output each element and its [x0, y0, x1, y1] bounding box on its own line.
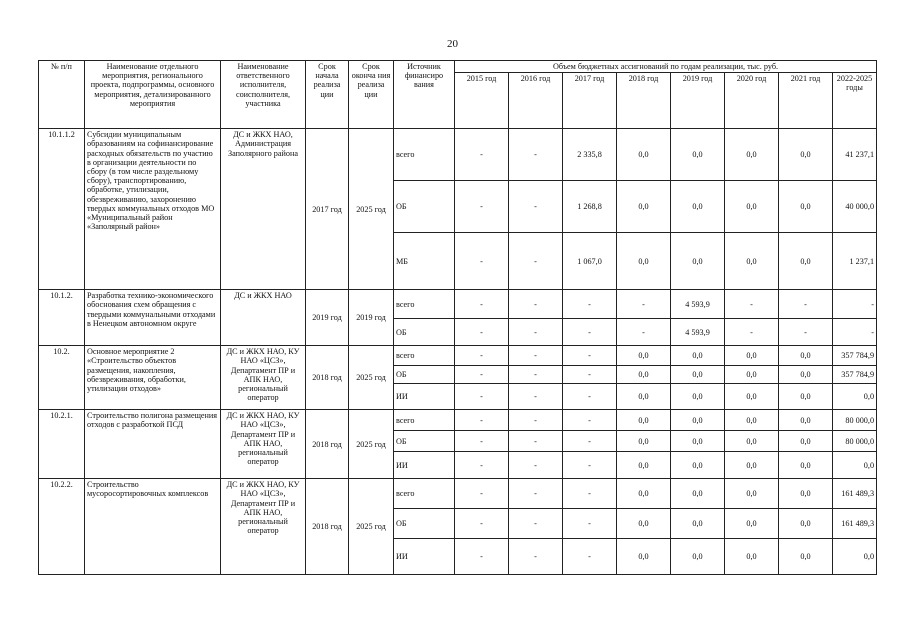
budget-value: 1 268,8: [563, 181, 617, 233]
budget-value: -: [509, 290, 563, 319]
budget-value: 0,0: [833, 452, 877, 479]
header-year: 2017 год: [563, 73, 617, 129]
budget-value: 4 593,9: [671, 290, 725, 319]
end-year: 2025 год: [349, 410, 394, 479]
budget-value: 0,0: [671, 452, 725, 479]
funding-source: ИИ: [394, 452, 455, 479]
responsible-executor: ДС и ЖКХ НАО, Администрация Заполярного района: [221, 129, 306, 290]
budget-value: -: [509, 319, 563, 346]
budget-value: -: [617, 290, 671, 319]
budget-value: -: [509, 479, 563, 509]
page-number: 20: [447, 38, 458, 50]
budget-value: -: [779, 290, 833, 319]
budget-value: -: [509, 129, 563, 181]
budget-value: -: [455, 431, 509, 452]
budget-value: -: [563, 290, 617, 319]
budget-value: 0,0: [725, 129, 779, 181]
header-budget-title: Объем бюджетных ассигнований по годам реализации, тыс. руб.: [455, 61, 877, 73]
responsible-executor: ДС и ЖКХ НАО, КУ НАО «ЦСЗ», Департамент ПР и АПК НАО, региональный оператор: [221, 479, 306, 575]
budget-value: 4 593,9: [671, 319, 725, 346]
budget-value: -: [455, 410, 509, 431]
budget-value: -: [509, 509, 563, 539]
budget-value: -: [509, 431, 563, 452]
budget-value: -: [563, 452, 617, 479]
budget-value: 0,0: [725, 539, 779, 575]
header-year: 2016 год: [509, 73, 563, 129]
budget-value: 0,0: [725, 479, 779, 509]
table-header: [39, 61, 877, 129]
budget-value: -: [455, 479, 509, 509]
budget-value: 80 000,0: [833, 431, 877, 452]
budget-value: 0,0: [833, 384, 877, 410]
header-start: Срок начала реализа ции: [306, 61, 349, 129]
budget-value: -: [455, 129, 509, 181]
budget-value: 0,0: [779, 539, 833, 575]
budget-value: 0,0: [671, 410, 725, 431]
budget-value: 0,0: [617, 509, 671, 539]
budget-value: 0,0: [617, 129, 671, 181]
responsible-executor: ДС и ЖКХ НАО: [221, 290, 306, 346]
budget-value: -: [455, 384, 509, 410]
budget-value: 0,0: [725, 346, 779, 366]
budget-value: 0,0: [617, 431, 671, 452]
budget-value: 0,0: [725, 509, 779, 539]
budget-value: 0,0: [617, 539, 671, 575]
budget-value: 0,0: [617, 181, 671, 233]
budget-value: 0,0: [671, 479, 725, 509]
funding-source: ОБ: [394, 431, 455, 452]
table-row: [39, 346, 877, 366]
start-year: 2019 год: [306, 290, 349, 346]
row-number: 10.2.: [39, 346, 85, 410]
funding-source: всего: [394, 410, 455, 431]
measure-name: Субсидии муниципальным образованиям на софинансирование расходных обязательств по участию в организации деятельности по сбору (в том числе раздельному сбору), транспортированию, обработке, утилизации, обезвреживанию, захоронению твердых коммунальных отходов МО «Муниципальный район «Заполярный район»: [85, 129, 221, 290]
budget-value: -: [509, 410, 563, 431]
budget-value: 0,0: [779, 431, 833, 452]
header-year: 2019 год: [671, 73, 725, 129]
budget-value: -: [509, 452, 563, 479]
funding-source: всего: [394, 479, 455, 509]
funding-source: ИИ: [394, 384, 455, 410]
budget-value: 0,0: [671, 129, 725, 181]
funding-source: всего: [394, 290, 455, 319]
budget-value: -: [509, 539, 563, 575]
budget-value: 0,0: [779, 233, 833, 290]
budget-value: 0,0: [779, 384, 833, 410]
funding-source: ИИ: [394, 539, 455, 575]
budget-value: 0,0: [779, 346, 833, 366]
funding-source: всего: [394, 129, 455, 181]
budget-value: -: [455, 233, 509, 290]
budget-value: -: [563, 509, 617, 539]
budget-value: -: [509, 346, 563, 366]
header-year: 2020 год: [725, 73, 779, 129]
budget-value: -: [563, 479, 617, 509]
budget-value: 0,0: [725, 181, 779, 233]
budget-value: 0,0: [725, 233, 779, 290]
budget-value: -: [725, 319, 779, 346]
budget-value: 2 335,8: [563, 129, 617, 181]
budget-value: 0,0: [671, 384, 725, 410]
budget-value: -: [563, 410, 617, 431]
header-responsible: Наименование ответственного исполнителя, соисполнителя, участника: [221, 61, 306, 129]
budget-value: -: [455, 181, 509, 233]
budget-value: 1 237,1: [833, 233, 877, 290]
budget-value: 0,0: [779, 410, 833, 431]
responsible-executor: ДС и ЖКХ НАО, КУ НАО «ЦСЗ», Департамент ПР и АПК НАО, региональный оператор: [221, 410, 306, 479]
end-year: 2019 год: [349, 290, 394, 346]
budget-value: -: [455, 346, 509, 366]
budget-value: 0,0: [617, 410, 671, 431]
budget-value: 0,0: [779, 452, 833, 479]
budget-value: 80 000,0: [833, 410, 877, 431]
measure-name: Разработка технико-экономического обоснования схем обращения с твердыми коммунальными отходами в Ненецком автономном округе: [85, 290, 221, 346]
budget-value: 0,0: [671, 366, 725, 384]
budget-value: 0,0: [671, 181, 725, 233]
funding-source: ОБ: [394, 181, 455, 233]
measure-name: Строительство мусоросортировочных комплексов: [85, 479, 221, 575]
budget-value: 0,0: [725, 410, 779, 431]
budget-value: 0,0: [671, 346, 725, 366]
funding-source: ОБ: [394, 319, 455, 346]
budget-value: -: [509, 233, 563, 290]
budget-value: -: [455, 290, 509, 319]
funding-source: всего: [394, 346, 455, 366]
funding-source: ОБ: [394, 366, 455, 384]
budget-value: -: [455, 366, 509, 384]
budget-value: 357 784,9: [833, 366, 877, 384]
measure-name: Основное мероприятие 2 «Строительство объектов размещения, накопления, обезвреживания, обработки, утилизации отходов»: [85, 346, 221, 410]
end-year: 2025 год: [349, 346, 394, 410]
budget-value: 161 489,3: [833, 479, 877, 509]
budget-value: -: [563, 346, 617, 366]
budget-value: 0,0: [617, 366, 671, 384]
table-row: [39, 410, 877, 431]
budget-value: 0,0: [779, 509, 833, 539]
budget-value: -: [509, 384, 563, 410]
budget-value: -: [833, 319, 877, 346]
table-row: [39, 129, 877, 181]
budget-value: 0,0: [725, 384, 779, 410]
budget-value: -: [563, 431, 617, 452]
budget-value: 0,0: [725, 431, 779, 452]
budget-value: -: [563, 384, 617, 410]
budget-value: 0,0: [725, 452, 779, 479]
responsible-executor: ДС и ЖКХ НАО, КУ НАО «ЦСЗ», Департамент ПР и АПК НАО, региональный оператор: [221, 346, 306, 410]
budget-value: 41 237,1: [833, 129, 877, 181]
budget-value: 0,0: [617, 452, 671, 479]
budget-value: 0,0: [671, 431, 725, 452]
budget-value: -: [563, 539, 617, 575]
header-end: Срок оконча ния реализа ции: [349, 61, 394, 129]
end-year: 2025 год: [349, 129, 394, 290]
budget-value: 0,0: [617, 384, 671, 410]
budget-value: 0,0: [833, 539, 877, 575]
budget-value: 0,0: [671, 233, 725, 290]
row-number: 10.1.2.: [39, 290, 85, 346]
header-year: 2015 год: [455, 73, 509, 129]
budget-value: 0,0: [725, 366, 779, 384]
budget-value: 161 489,3: [833, 509, 877, 539]
funding-source: ОБ: [394, 509, 455, 539]
table-row: [39, 479, 877, 509]
budget-value: -: [833, 290, 877, 319]
header-no: № п/п: [39, 61, 85, 129]
start-year: 2017 год: [306, 129, 349, 290]
budget-value: 0,0: [617, 233, 671, 290]
budget-value: -: [563, 319, 617, 346]
budget-value: 40 000,0: [833, 181, 877, 233]
budget-value: -: [455, 539, 509, 575]
budget-value: 0,0: [617, 346, 671, 366]
row-number: 10.2.1.: [39, 410, 85, 479]
budget-value: 0,0: [671, 539, 725, 575]
budget-value: 0,0: [779, 366, 833, 384]
budget-value: 0,0: [779, 479, 833, 509]
budget-value: -: [509, 181, 563, 233]
budget-value: -: [563, 366, 617, 384]
end-year: 2025 год: [349, 479, 394, 575]
budget-table: [38, 60, 877, 575]
budget-value: -: [455, 319, 509, 346]
header-year: 2022-2025 годы: [833, 73, 877, 129]
header-year: 2018 год: [617, 73, 671, 129]
funding-source: МБ: [394, 233, 455, 290]
budget-value: 0,0: [779, 181, 833, 233]
budget-value: 357 784,9: [833, 346, 877, 366]
start-year: 2018 год: [306, 410, 349, 479]
budget-value: -: [509, 366, 563, 384]
budget-value: -: [455, 452, 509, 479]
budget-value: 0,0: [671, 509, 725, 539]
start-year: 2018 год: [306, 479, 349, 575]
start-year: 2018 год: [306, 346, 349, 410]
measure-name: Строительство полигона размещения отходов с разработкой ПСД: [85, 410, 221, 479]
budget-value: 0,0: [779, 129, 833, 181]
header-name: Наименование отдельного мероприятия, регионального проекта, подпрограммы, основного мероприятия, детализированного мероприятия: [85, 61, 221, 129]
row-number: 10.2.2.: [39, 479, 85, 575]
header-year: 2021 год: [779, 73, 833, 129]
header-source: Источник финансиро вания: [394, 61, 455, 129]
budget-value: 1 067,0: [563, 233, 617, 290]
budget-value: 0,0: [617, 479, 671, 509]
budget-value: -: [779, 319, 833, 346]
budget-value: -: [455, 509, 509, 539]
row-number: 10.1.1.2: [39, 129, 85, 290]
budget-value: -: [617, 319, 671, 346]
table-row: [39, 290, 877, 319]
budget-value: -: [725, 290, 779, 319]
